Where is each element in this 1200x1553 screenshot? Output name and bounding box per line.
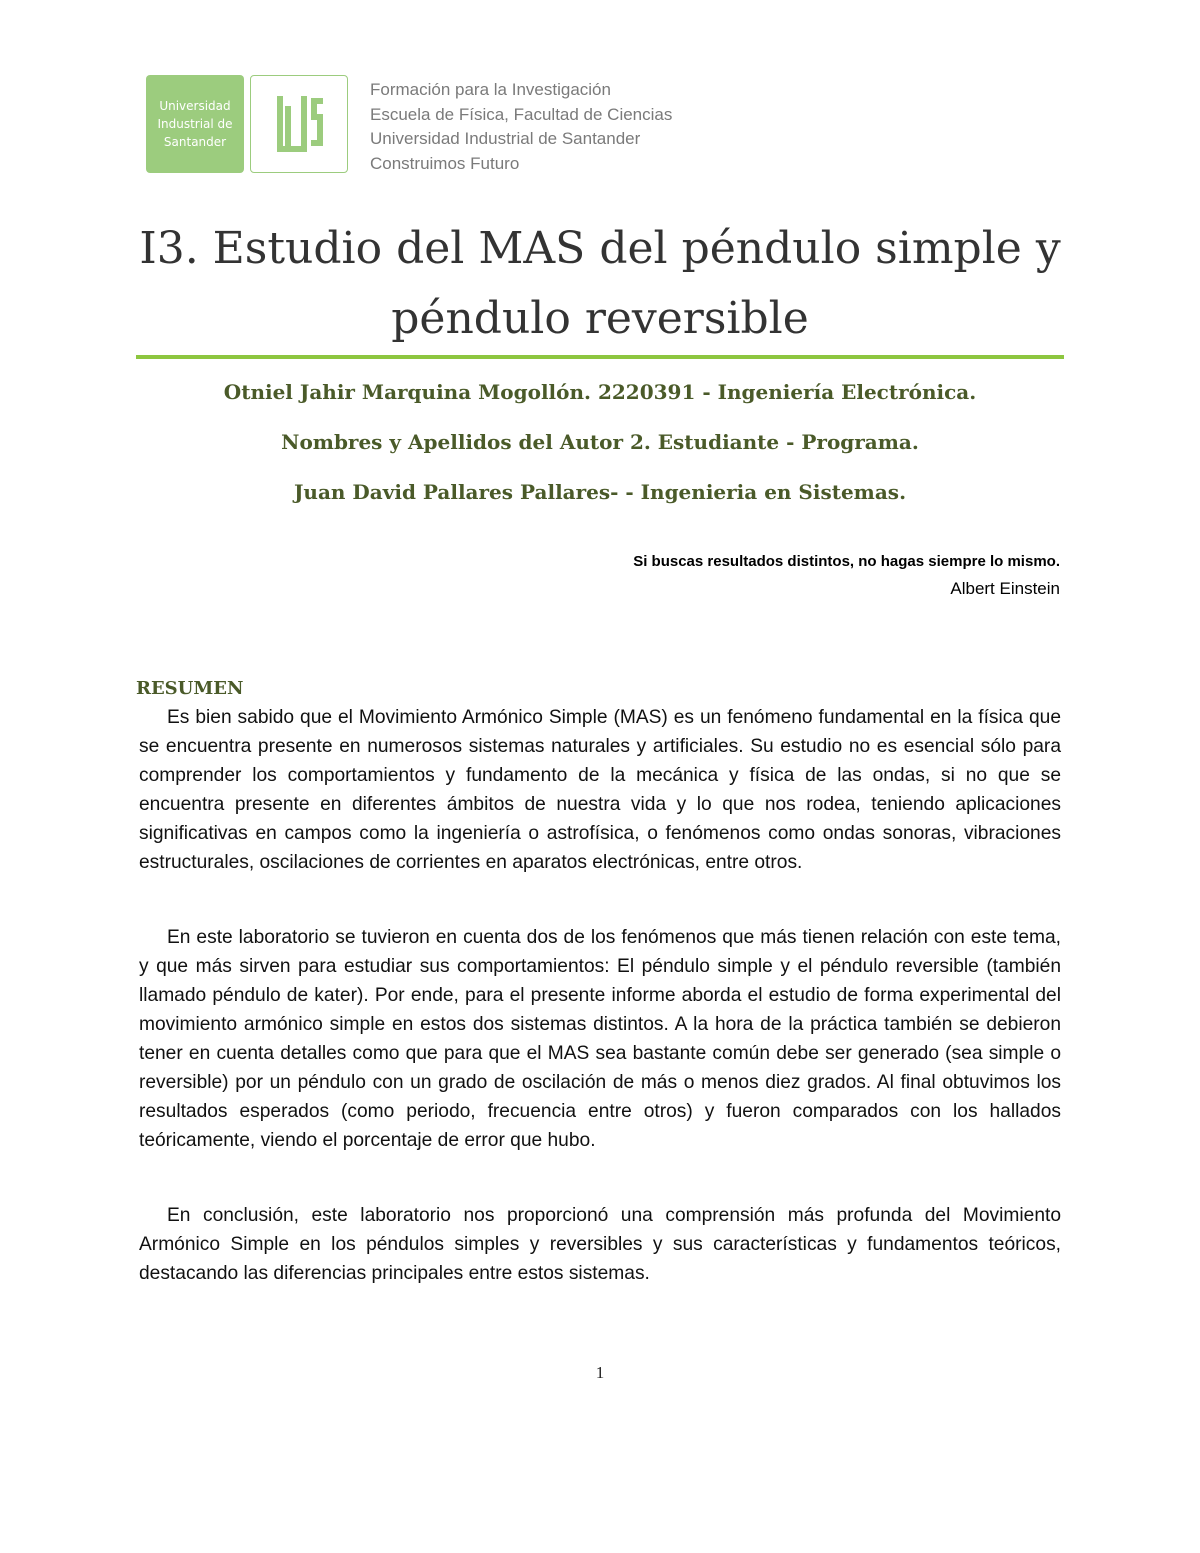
page-number: 1: [595, 1363, 605, 1382]
resumen-paragraph: En conclusión, este laboratorio nos proporcionó una comprensión más profunda del Movimiento Armónico Simple en los péndulos simples y reversibles y sus características y fundamentos teóricos, destacando las diferencias principales entre estos sistemas.: [139, 1205, 1061, 1284]
header-line: Universidad Industrial de Santander: [370, 129, 641, 148]
logo-text-line: Santander: [163, 135, 227, 149]
title-divider: [136, 355, 1064, 359]
author-line: Juan David Pallares Pallares- - Ingenieria en Sistemas.: [293, 480, 907, 504]
logo-text-line: Industrial de: [157, 117, 233, 131]
header-line: Formación para la Investigación: [370, 80, 611, 99]
epigraph-author: Albert Einstein: [950, 579, 1060, 598]
document-header: [146, 75, 672, 175]
logo-text-line: Universidad: [159, 99, 231, 113]
university-logo-text-block: [146, 75, 244, 173]
title-line: I3. Estudio del MAS del péndulo simple y: [139, 223, 1061, 274]
uis-logo-mark-icon: [269, 84, 329, 164]
resumen-paragraph: Es bien sabido que el Movimiento Armónico Simple (MAS) es un fenómeno fundamental en la física que se encuentra presente en numerosos sistemas naturales y artificiales. Su estudio no es esencial sólo para comprender los comportamientos y fundamento de la mecánica y física de las ondas, si no que se encuentra presente en diferentes ámbitos de nuestra vida y lo que nos rodea, teniendo aplicaciones significativas en campos como la ingeniería o astrofísica, o fenómenos como ondas sonoras, vibraciones estructurales, oscilaciones de corrientes en aparatos electrónicas, entre otros.: [139, 707, 1061, 873]
author-line: Otniel Jahir Marquina Mogollón. 2220391 - Ingeniería Electrónica.: [223, 380, 977, 404]
uis-logo: [250, 75, 348, 173]
resumen-paragraph: En este laboratorio se tuvieron en cuenta dos de los fenómenos que más tienen relación con este tema, y que más sirven para estudiar sus comportamientos: El péndulo simple y el péndulo reversible (también llamado péndulo de kater). Por ende, para el presente informe aborda el estudio de forma experimental del movimiento armónico simple en estos dos sistemas distintos. A la hora de la práctica también se debieron tener en cuenta detalles como que para que el MAS sea bastante común debe ser generado (sea simple o reversible) por un péndulo con un grado de oscilación de más o menos diez grados. Al final obtuvimos los resultados esperados (como periodo, frecuencia entre otros) y fueron comparados con los hallados teóricamente, viendo el porcentaje de error que hubo.: [139, 927, 1061, 1151]
header-line: Escuela de Física, Facultad de Ciencias: [370, 104, 673, 124]
author-line: Nombres y Apellidos del Autor 2. Estudiante - Programa.: [281, 430, 919, 454]
epigraph-quote: Si buscas resultados distintos, no hagas siempre lo mismo.: [633, 553, 1060, 570]
header-institution-lines: [370, 78, 672, 175]
document-title: [136, 214, 1064, 354]
header-line: Construimos Futuro: [370, 153, 520, 173]
resumen-heading: RESUMEN: [136, 678, 244, 699]
title-line: péndulo reversible: [391, 293, 809, 344]
